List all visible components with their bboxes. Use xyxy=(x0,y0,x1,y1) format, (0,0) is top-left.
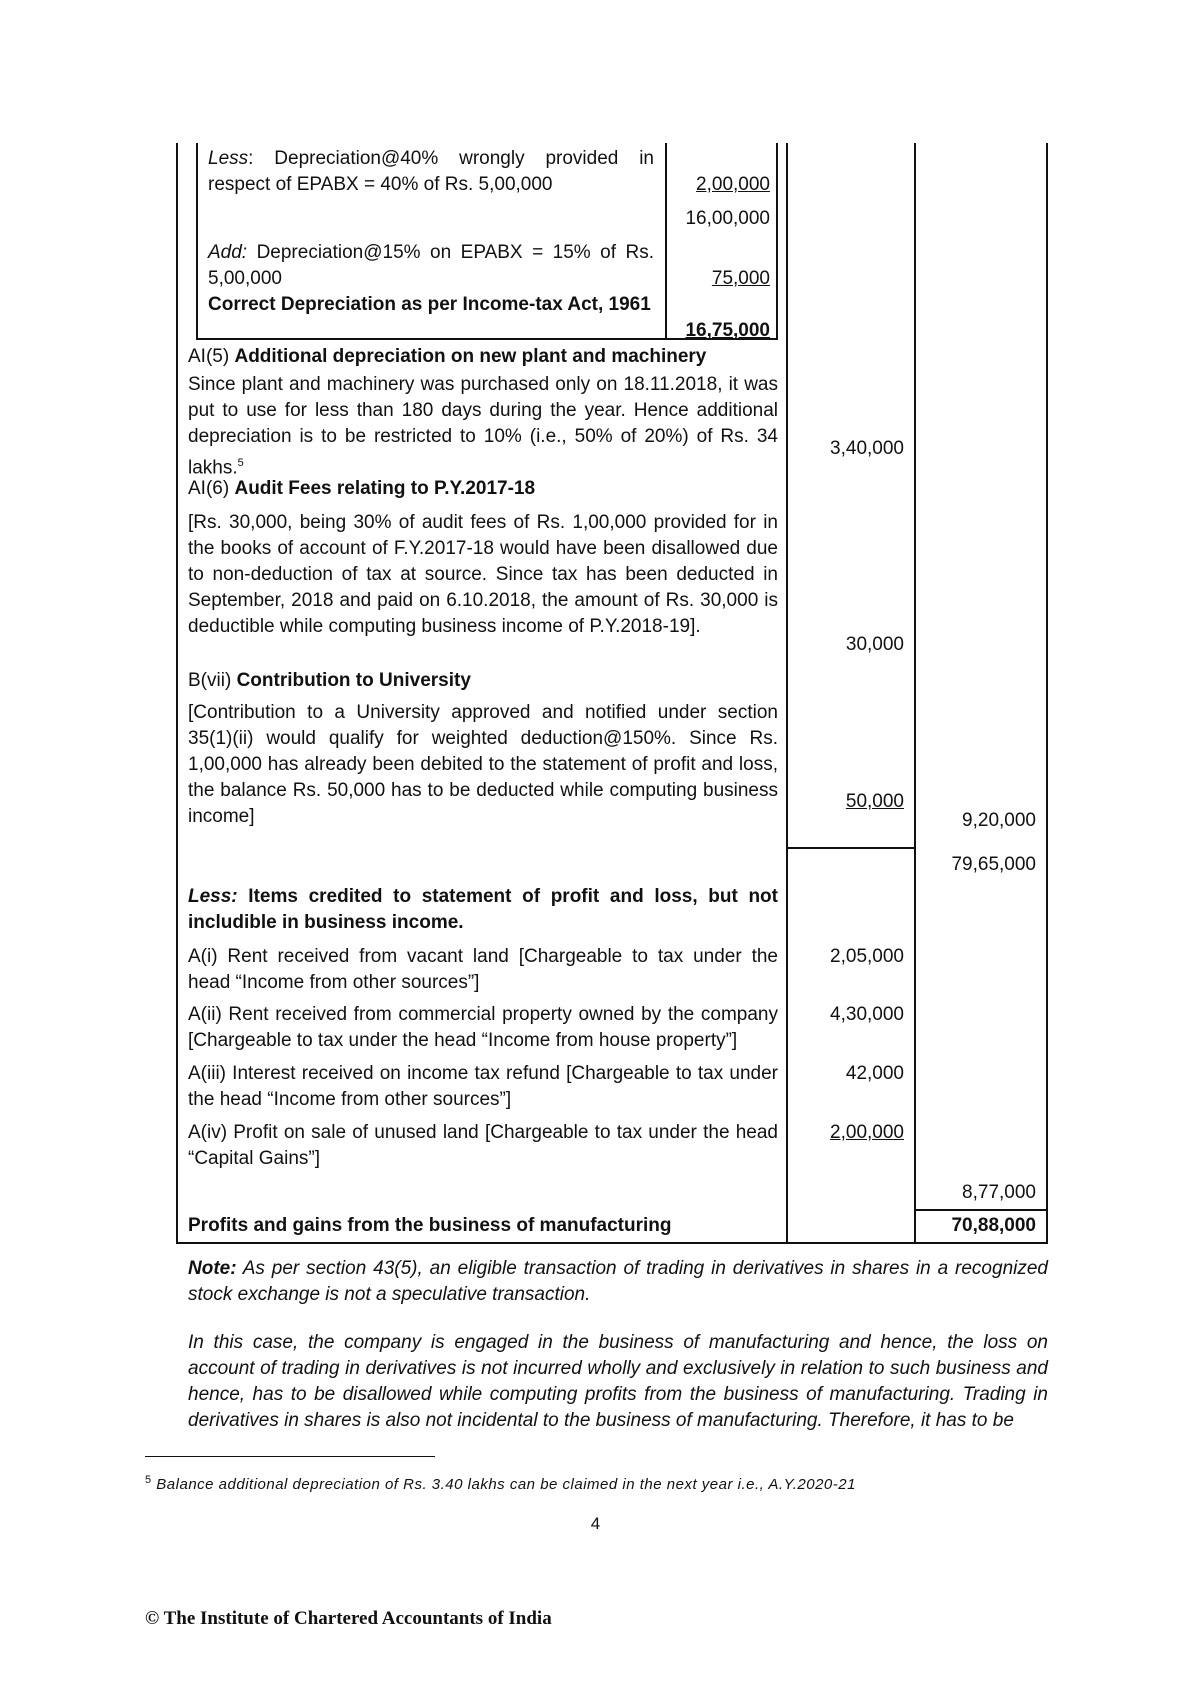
credited-row: A(iii) Interest received on income tax refund [Chargeable to tax under the head “Income from other sources”] xyxy=(188,1063,778,1110)
item-body: [Rs. 30,000, being 30% of audit fees of Rs. 1,00,000 provided for in the books of account of F.Y.2017-18 would have been disallowed due to non-deduction of tax at source. Since tax has been deducted in September, 2018 and paid on 6.10.2018, the amount of Rs. 30,000 is deductible while computing business income of P.Y.2018-19]. xyxy=(188,512,778,637)
credited-amount: 2,00,000 xyxy=(830,1122,904,1143)
page-number: 4 xyxy=(590,1514,601,1533)
less-depreciation-amount: 2,00,000 xyxy=(696,174,770,195)
item-body: Since plant and machinery was purchased only on 18.11.2018, it was put to use for less than 180 days during the year. Hence additional depreciation is to be restricted to 10% (i.e., 50% of 20%) of Rs. 34 lakhs.$^5$ xyxy=(188,374,778,479)
add-depreciation-amount: 75,000 xyxy=(711,268,770,289)
item-heading: B(vii) Contribution to University xyxy=(188,670,471,691)
final-label: Profits and gains from the business of manufacturing xyxy=(188,1215,672,1236)
credited-row: A(ii) Rent received from commercial property owned by the company [Chargeable to tax under the head “Income from house property”] xyxy=(188,1004,778,1051)
depreciation-subtotal: 16,00,000 xyxy=(685,208,770,229)
note-paragraph: In this case, the company is engaged in the business of manufacturing and hence, the loss on account of trading in derivatives is not incurred wholly and exclusively in relation to such business and hence, has to be disallowed while computing profits from the business of manufacturing. Trading in derivatives in shares is also not incidental to the business of manufacturing. Therefore, it has to be xyxy=(188,1332,1048,1431)
less-credited-heading: Less: Items credited to statement of profit and loss, but not includible in business income. xyxy=(188,886,778,933)
final-amount: 70,88,000 xyxy=(951,1215,1036,1236)
credited-amount: 42,000 xyxy=(845,1063,904,1084)
items-total: 9,20,000 xyxy=(962,810,1036,831)
add-depreciation-text: Add: Depreciation@15% on EPABX = 15% of Rs. 5,00,000 xyxy=(208,242,654,289)
credited-amount: 4,30,000 xyxy=(830,1004,904,1025)
item-amount: 30,000 xyxy=(845,634,904,655)
correct-depreciation-amount: 16,75,000 xyxy=(685,320,770,341)
footnote: $^5$ Balance additional depreciation of Rs. 3.40 lakhs can be claimed in the next year i.e., A.Y.2020-21 xyxy=(145,1474,856,1493)
credited-row: A(i) Rent received from vacant land [Chargeable to tax under the head “Income from other sources”] xyxy=(188,946,778,993)
item-amount: 50,000 xyxy=(845,791,904,812)
footnote-rule xyxy=(145,1456,435,1457)
item-amount: 3,40,000 xyxy=(830,438,904,459)
credited-amount: 2,05,000 xyxy=(830,946,904,967)
credited-total: 8,77,000 xyxy=(962,1182,1036,1203)
credited-row: A(iv) Profit on sale of unused land [Chargeable to tax under the head “Capital Gains”] xyxy=(188,1122,778,1169)
item-body: [Contribution to a University approved and notified under section 35(1)(ii) would qualify for weighted deduction@150%. Since Rs. 1,00,000 has already been debited to the statement of profit and loss, the balance Rs. 50,000 has to be deducted while computing business income] xyxy=(188,702,778,827)
note-paragraph: Note: As per section 43(5), an eligible transaction of trading in derivatives in shares in a recognized stock exchange is not a speculative transaction. xyxy=(188,1258,1048,1305)
item-heading: AI(5) Additional depreciation on new plant and machinery xyxy=(188,346,707,367)
running-total: 79,65,000 xyxy=(951,854,1036,875)
item-heading: AI(6) Audit Fees relating to P.Y.2017-18 xyxy=(188,478,536,499)
correct-depreciation-label: Correct Depreciation as per Income-tax Act, 1961 xyxy=(208,294,651,315)
copyright: © The Institute of Chartered Accountants of India xyxy=(145,1608,552,1629)
less-depreciation-text: Less: Depreciation@40% wrongly provided in respect of EPABX = 40% of Rs. 5,00,000 xyxy=(208,148,654,195)
